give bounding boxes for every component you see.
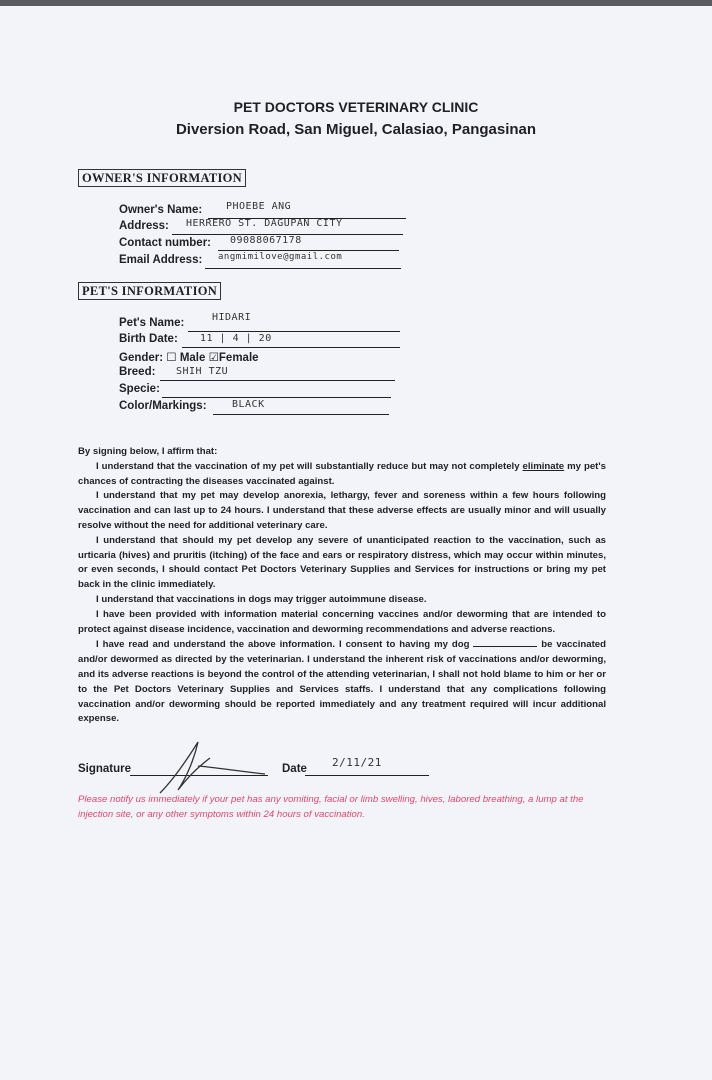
color-value[interactable]: BLACK [232, 399, 265, 410]
contact-label: Contact number: [119, 237, 211, 249]
birth-date-line [182, 347, 400, 348]
clinic-address: Diversion Road, San Miguel, Calasiao, Pangasinan [175, 121, 537, 138]
male-label: Male [179, 352, 206, 364]
owner-section-title: OWNER'S INFORMATION [78, 169, 246, 187]
scan-top-edge [0, 0, 712, 6]
address-label: Address: [119, 220, 169, 232]
date-value[interactable]: 2/11/21 [332, 756, 382, 769]
underlined-word: eliminate [522, 460, 565, 472]
color-line [213, 414, 389, 415]
email-line [205, 268, 401, 269]
contact-line [218, 250, 399, 251]
date-label: Date [282, 763, 307, 775]
address-value[interactable]: HERRERO ST. DAGUPAN CITY [186, 218, 343, 229]
consent-p5: I have been provided with information material concerning vaccines and/or deworming that are intended to protect against disease incidence, vaccination and deworming recommendations and adverse reactions. [78, 608, 606, 635]
signature-label: Signature [78, 763, 132, 775]
consent-intro: By signing below, I affirm that: [78, 446, 218, 457]
owner-name-label: Owner's Name: [119, 204, 203, 216]
consent-p4: I understand that vaccinations in dogs may trigger autoimmune disease. [96, 593, 427, 605]
consent-text [78, 445, 606, 727]
gender-label: Gender: [119, 352, 164, 364]
pet-name-line [188, 331, 400, 332]
birth-date-label: Birth Date: [119, 333, 178, 345]
color-label: Color/Markings: [119, 400, 207, 412]
date-line[interactable] [305, 775, 429, 776]
consent-p6: I have read and understand the above information. I consent to having my dog be vaccinated and/or dewormed as directed by the veterinarian. I understand the inherent risk of vaccinations and/or deworming, and its adverse reactions is beyond the control of the attending veterinarian, I shall not hold blame to him or her or to the Pet Doctors Veterinary Supplies and Services staffs. I understand that any complications following vaccination and/or deworming should be reported immediately and any treatment required will incur additional expense. [78, 639, 606, 725]
consent-p3: I understand that should my pet develop any severe of unanticipated reaction to the vaccination, such as urticaria (hives) and pruritis (itching) of the face and ears or respiratory distress, which may occur within minutes, or even seconds, I should contact Pet Doctors Veterinary Supplies and Services for instructions or bring my pet back in the clinic immediately. [78, 534, 606, 591]
email-label: Email Address: [119, 254, 203, 266]
email-value[interactable]: angmimilove@gmail.com [218, 252, 343, 262]
consent-p1: I understand that the vaccination of my pet will substantially reduce but may not completely eliminate my pet's chances of contracting the diseases vaccinated against. [78, 460, 606, 487]
female-label: Female [218, 352, 259, 364]
specie-label: Specie: [119, 383, 160, 395]
pet-section-title: PET'S INFORMATION [78, 282, 221, 300]
female-checkbox[interactable]: ☑ [208, 352, 219, 364]
dog-name-blank[interactable] [473, 637, 537, 647]
breed-line [160, 380, 395, 381]
breed-value[interactable]: SHIH TZU [176, 366, 229, 377]
specie-line [162, 397, 391, 398]
birth-date-value[interactable]: 11 | 4 | 20 [200, 333, 272, 344]
notice-text: Please notify us immediately if your pet has any vomiting, facial or limb swelling, hives, labored breathing, a lump at the injection site, or any other symptoms within 24 hours of vaccination. [78, 794, 584, 820]
signature-scribble-icon [150, 738, 270, 798]
male-checkbox[interactable]: ☐ [166, 352, 177, 364]
consent-p2: I understand that my pet may develop anorexia, lethargy, fever and soreness within a few hours following vaccination and can last up to 24 hours. I understand that these adverse effects are usually minor and will usually resolve without the need for additional veterinary care. [78, 490, 606, 531]
clinic-name: PET DOCTORS VETERINARY CLINIC [233, 99, 479, 115]
breed-label: Breed: [119, 366, 156, 378]
pet-name-label: Pet's Name: [119, 317, 185, 329]
contact-value[interactable]: 09088067178 [230, 235, 302, 246]
gender-row [119, 350, 259, 364]
pet-name-value[interactable]: HIDARI [212, 312, 252, 323]
owner-name-value[interactable]: PHOEBE ANG [226, 201, 292, 212]
